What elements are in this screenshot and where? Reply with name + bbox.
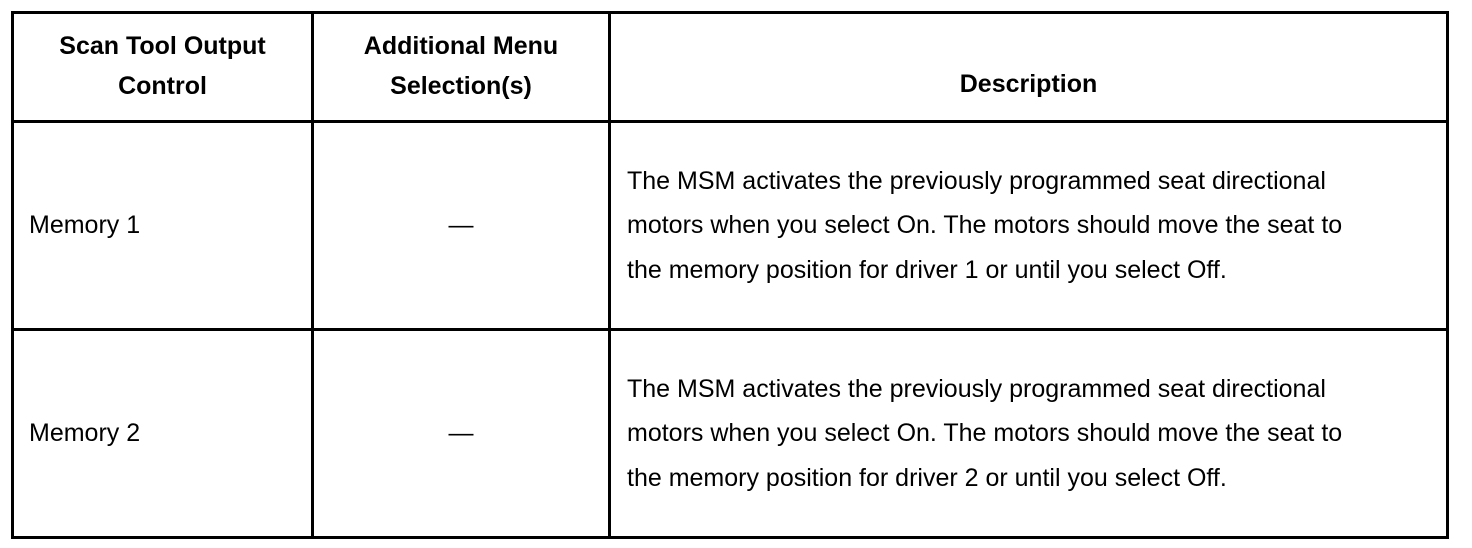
table-row (13, 122, 1448, 330)
header-menu-line-2: Selection(s) (390, 72, 532, 100)
cell-control: Memory 1 (13, 122, 313, 330)
header-description-label: Description (959, 70, 1098, 98)
table-header-row (13, 13, 1448, 122)
header-control-line-1: Scan Tool Output (59, 32, 266, 60)
header-additional-menu-selections (313, 13, 610, 122)
cell-description: The MSM activates the previously programmed seat directional motors when you select On. The motors should move the seat to the memory position for driver 1 or until you select Off. (610, 122, 1448, 330)
cell-menu-selection: — (313, 330, 610, 538)
header-description (610, 13, 1448, 122)
table-row (13, 330, 1448, 538)
cell-menu-selection: — (313, 122, 610, 330)
header-scan-tool-output-control (13, 13, 313, 122)
header-menu-line-1: Additional Menu (363, 32, 559, 60)
header-control-line-2: Control (118, 72, 207, 100)
output-control-table (11, 11, 1449, 539)
cell-description: The MSM activates the previously programmed seat directional motors when you select On. The motors should move the seat to the memory position for driver 2 or until you select Off. (610, 330, 1448, 538)
cell-control: Memory 2 (13, 330, 313, 538)
